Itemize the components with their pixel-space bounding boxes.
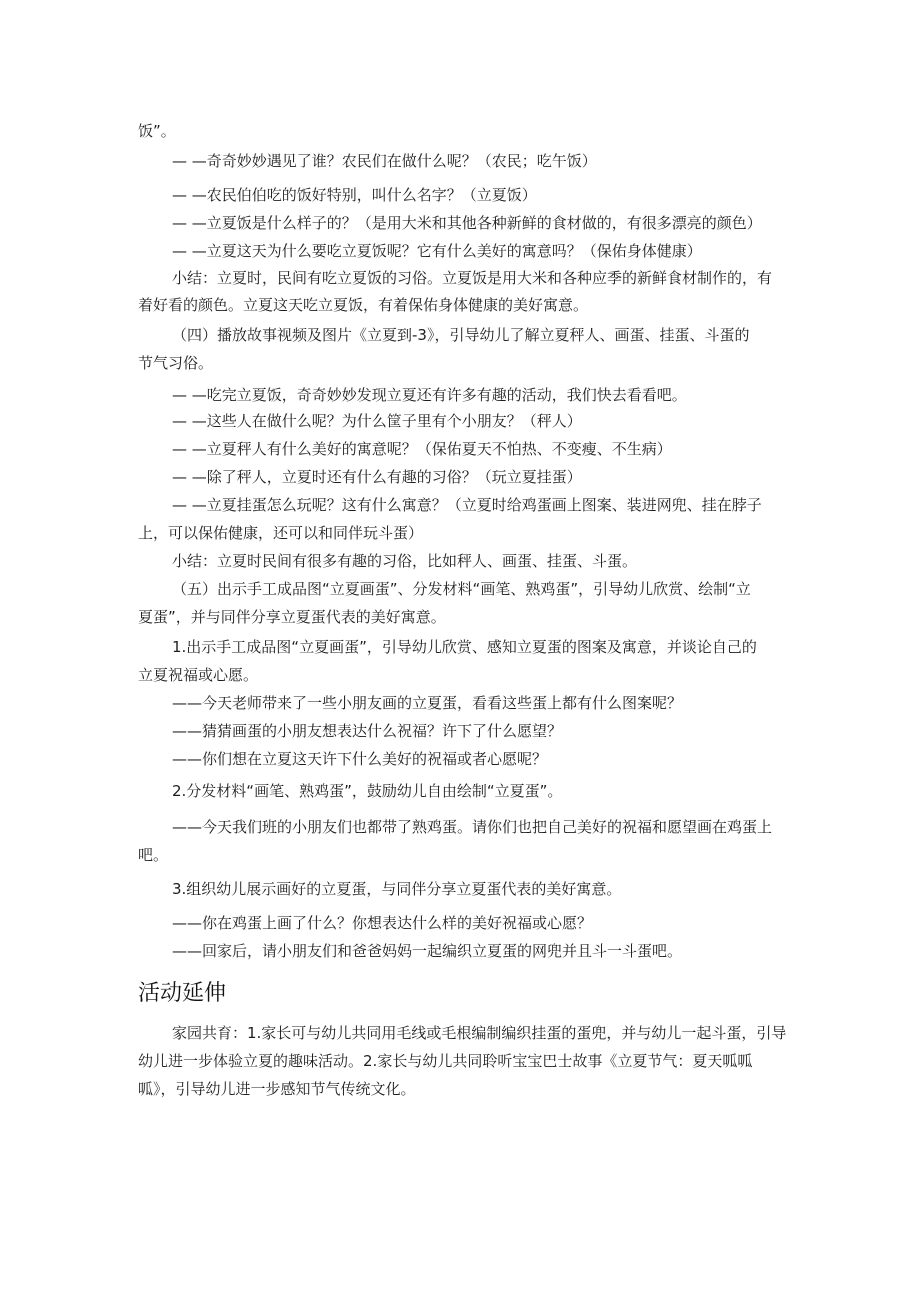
text-line: ——今天我们班的小朋友们也都带了熟鸡蛋。请你们也把自己美好的祝福和愿望画在鸡蛋上 [172,818,773,836]
text-line: 1.出示手工成品图“立夏画蛋”，引导幼儿欣赏、感知立夏蛋的图案及寓意，并谈论自己的 [172,638,757,656]
extension-line: 呱》，引导幼儿进一步感知节气传统文化。 [138,1080,416,1098]
text-line: — —农民伯伯吃的饭好特别，叫什么名字？（立夏饭） [172,186,537,204]
text-line: — —吃完立夏饭，奇奇妙妙发现立夏还有许多有趣的活动，我们快去看看吧。 [172,386,687,404]
summary-line: 小结：立夏时，民间有吃立夏饭的习俗。立夏饭是用大米和各种应季的新鲜食材制作的，有 [172,269,773,287]
text-line: ——你在鸡蛋上画了什么？你想表达什么样的美好祝福或心愿？ [172,914,593,932]
text-line: ——今天老师带来了一些小朋友画的立夏蛋，看看这些蛋上都有什么图案呢？ [172,694,683,712]
step-heading-line: 节气习俗。 [138,354,214,372]
text-line: 2.分发材料“画笔、熟鸡蛋”，鼓励幼儿自由绘制“立夏蛋”。 [172,782,563,800]
text-line: 饭”。 [138,122,176,140]
step-heading-line: （五）出示手工成品图“立夏画蛋”、分发材料“画笔、熟鸡蛋”，引导幼儿欣赏、绘制“立 [172,580,751,598]
text-line: ——回家后，请小朋友们和爸爸妈妈一起编织立夏蛋的网兜并且斗一斗蛋吧。 [172,942,683,960]
summary-line: 着好看的颜色。立夏这天吃立夏饭，有着保佑身体健康的美好寓意。 [138,296,589,314]
text-line: ——猜猜画蛋的小朋友想表达什么祝福？许下了什么愿望？ [172,722,563,740]
extension-line: 幼儿进一步体验立夏的趣味活动。2.家长与幼儿共同聆听宝宝巴士故事《立夏节气：夏天呱呱 [138,1052,753,1070]
extension-line: 家园共育：1.家长可与幼儿共同用毛线或毛根编制编织挂蛋的蛋兜，并与幼儿一起斗蛋，引导 [172,1024,787,1042]
text-line: 3.组织幼儿展示画好的立夏蛋，与同伴分享立夏蛋代表的美好寓意。 [172,880,622,898]
text-line: — —立夏挂蛋怎么玩呢？这有什么寓意？（立夏时给鸡蛋画上图案、装进网兜、挂在脖子 [172,496,762,514]
step-heading-line: 夏蛋”，并与同伴分享立夏蛋代表的美好寓意。 [138,608,446,626]
text-line: — —这些人在做什么呢？为什么筐子里有个小朋友？（秤人） [172,412,582,430]
text-line: 上，可以保佑健康，还可以和同伴玩斗蛋） [138,524,424,542]
text-line: 吧。 [138,846,169,864]
step-heading-line: （四）播放故事视频及图片《立夏到-3》，引导幼儿了解立夏秤人、画蛋、挂蛋、斗蛋的 [172,326,750,344]
text-line: — —立夏这天为什么要吃立夏饭呢？它有什么美好的寓意吗？（保佑身体健康） [172,242,702,260]
text-line: ——你们想在立夏这天许下什么美好的祝福或者心愿呢？ [172,750,548,768]
text-line: — —奇奇妙妙遇见了谁？农民们在做什么呢？（农民；吃午饭） [172,152,597,170]
section-heading: 活动延伸 [138,981,227,1006]
text-line: 立夏祝福或心愿。 [138,666,259,684]
text-line: — —除了秤人，立夏时还有什么有趣的习俗？（玩立夏挂蛋） [172,468,582,486]
text-line: — —立夏饭是什么样子的？（是用大米和其他各种新鲜的食材做的，有很多漂亮的颜色） [172,214,762,232]
text-line: — —立夏秤人有什么美好的寓意呢？（保佑夏天不怕热、不变瘦、不生病） [172,440,672,458]
summary-line: 小结：立夏时民间有很多有趣的习俗，比如秤人、画蛋、挂蛋、斗蛋。 [172,552,638,570]
